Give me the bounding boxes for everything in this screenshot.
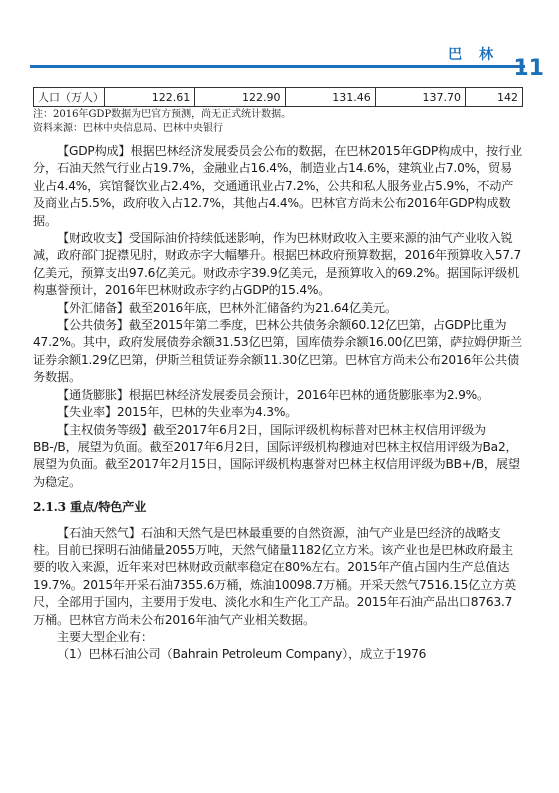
table-note: 注：2016年GDP数据为巴官方预测，尚无正式统计数据。 [33, 109, 292, 120]
table-cell: 131.46 [285, 88, 375, 107]
paragraph-reserves: 【外汇储备】截至2016年底，巴林外汇储备约为21.64亿美元。 [57, 300, 397, 315]
population-table [33, 87, 523, 107]
paragraph-rating: 【主权债务等级】截至2017年6月2日，国际评级机构标普对巴林主权信用评级为BB-/B，展望为负面。截至2017年6月2日，国际评级机构穆迪对巴林主权信用评级为Ba2，展望为负面。截至2017年2月15日，国际评级机构惠誉对巴林主权信用评级为BB+/B，展望为稳定。 [33, 422, 520, 489]
table-row [34, 88, 523, 107]
section-heading: 2.1.3 重点/特色产业 [33, 500, 147, 515]
body-content [33, 143, 523, 664]
paragraph-inflation: 【通货膨胀】根据巴林经济发展委员会预计，2016年巴林的通货膨胀率为2.9%。 [57, 387, 489, 402]
header-rule [30, 65, 525, 68]
paragraph-fiscal: 【财政收支】受国际油价持续低迷影响，作为巴林财政收入主要来源的油气产业收入锐减，政府部门捉襟见肘，财政赤字大幅攀升。根据巴林政府预算数据，2016年预算收入57.7亿美元，预算支出97.6亿美元。财政赤字39.9亿美元，是预算收入的69.2%。据国际评级机构惠誉预计，2016年巴林财政赤字约占GDP的15.4%。 [33, 231, 522, 298]
table-row-label: 人口（万人） [34, 88, 105, 107]
table-source: 资料来源：巴林中央信息局、巴林中央银行 [33, 123, 223, 134]
table-notes [33, 108, 523, 136]
page-number: 11 [513, 56, 544, 81]
enterprises-title: 主要大型企业有： [57, 629, 153, 644]
table-cell: 142 [466, 88, 523, 107]
table-cell: 122.90 [195, 88, 285, 107]
enterprise-item: （1）巴林石油公司（Bahrain Petroleum Company），成立于1976 [57, 647, 427, 662]
paragraph-unemployment: 【失业率】2015年，巴林的失业率为4.3%。 [57, 405, 298, 420]
paragraph-oil-gas: 【石油天然气】石油和天然气是巴林最重要的自然资源，油气产业是巴经济的战略支柱。目前已探明石油储量2055万吨，天然气储量1182亿立方米。该产业也是巴林政府最主要的收入来源，近年来对巴林财政贡献率稳定在80%左右。2015年产值占国内生产总值达19.7%。2015年开采石油7355.6万桶，炼油10098.7万桶。开采天然气7516.15亿立方英尺，全部用于国内，主要用于发电、淡化水和生产化工产品。2015年石油产品出口8763.7万桶。巴林官方尚未公布2016年油气产业相关数据。 [33, 525, 517, 627]
header-country-label: 巴 林 [448, 47, 499, 63]
paragraph-debt: 【公共债务】截至2015年第二季度，巴林公共债务余额60.12亿巴第，占GDP比重为47.2%。其中，政府发展债券余额31.53亿巴第，国库债券余额16.00亿巴第，萨拉姆伊斯兰证券余额1.29亿巴第，伊斯兰租赁证券余额11.30亿巴第。巴林官方尚未公布2016年公共债务数据。 [33, 318, 523, 385]
paragraph-gdp: 【GDP构成】根据巴林经济发展委员会公布的数据，在巴林2015年GDP构成中，按行业分，石油天然气行业占19.7%，金融业占16.4%，制造业占14.6%，建筑业占7.0%，贸易业占4.4%，宾馆餐饮业占2.4%，交通通讯业占7.2%，公共和私人服务业占5.9%，不动产及商业占5.5%，政府收入占12.7%，其他占4.4%。巴林官方尚未公布2016年GDP构成数据。 [33, 144, 522, 228]
table-cell: 122.61 [105, 88, 195, 107]
table-cell: 137.70 [375, 88, 465, 107]
